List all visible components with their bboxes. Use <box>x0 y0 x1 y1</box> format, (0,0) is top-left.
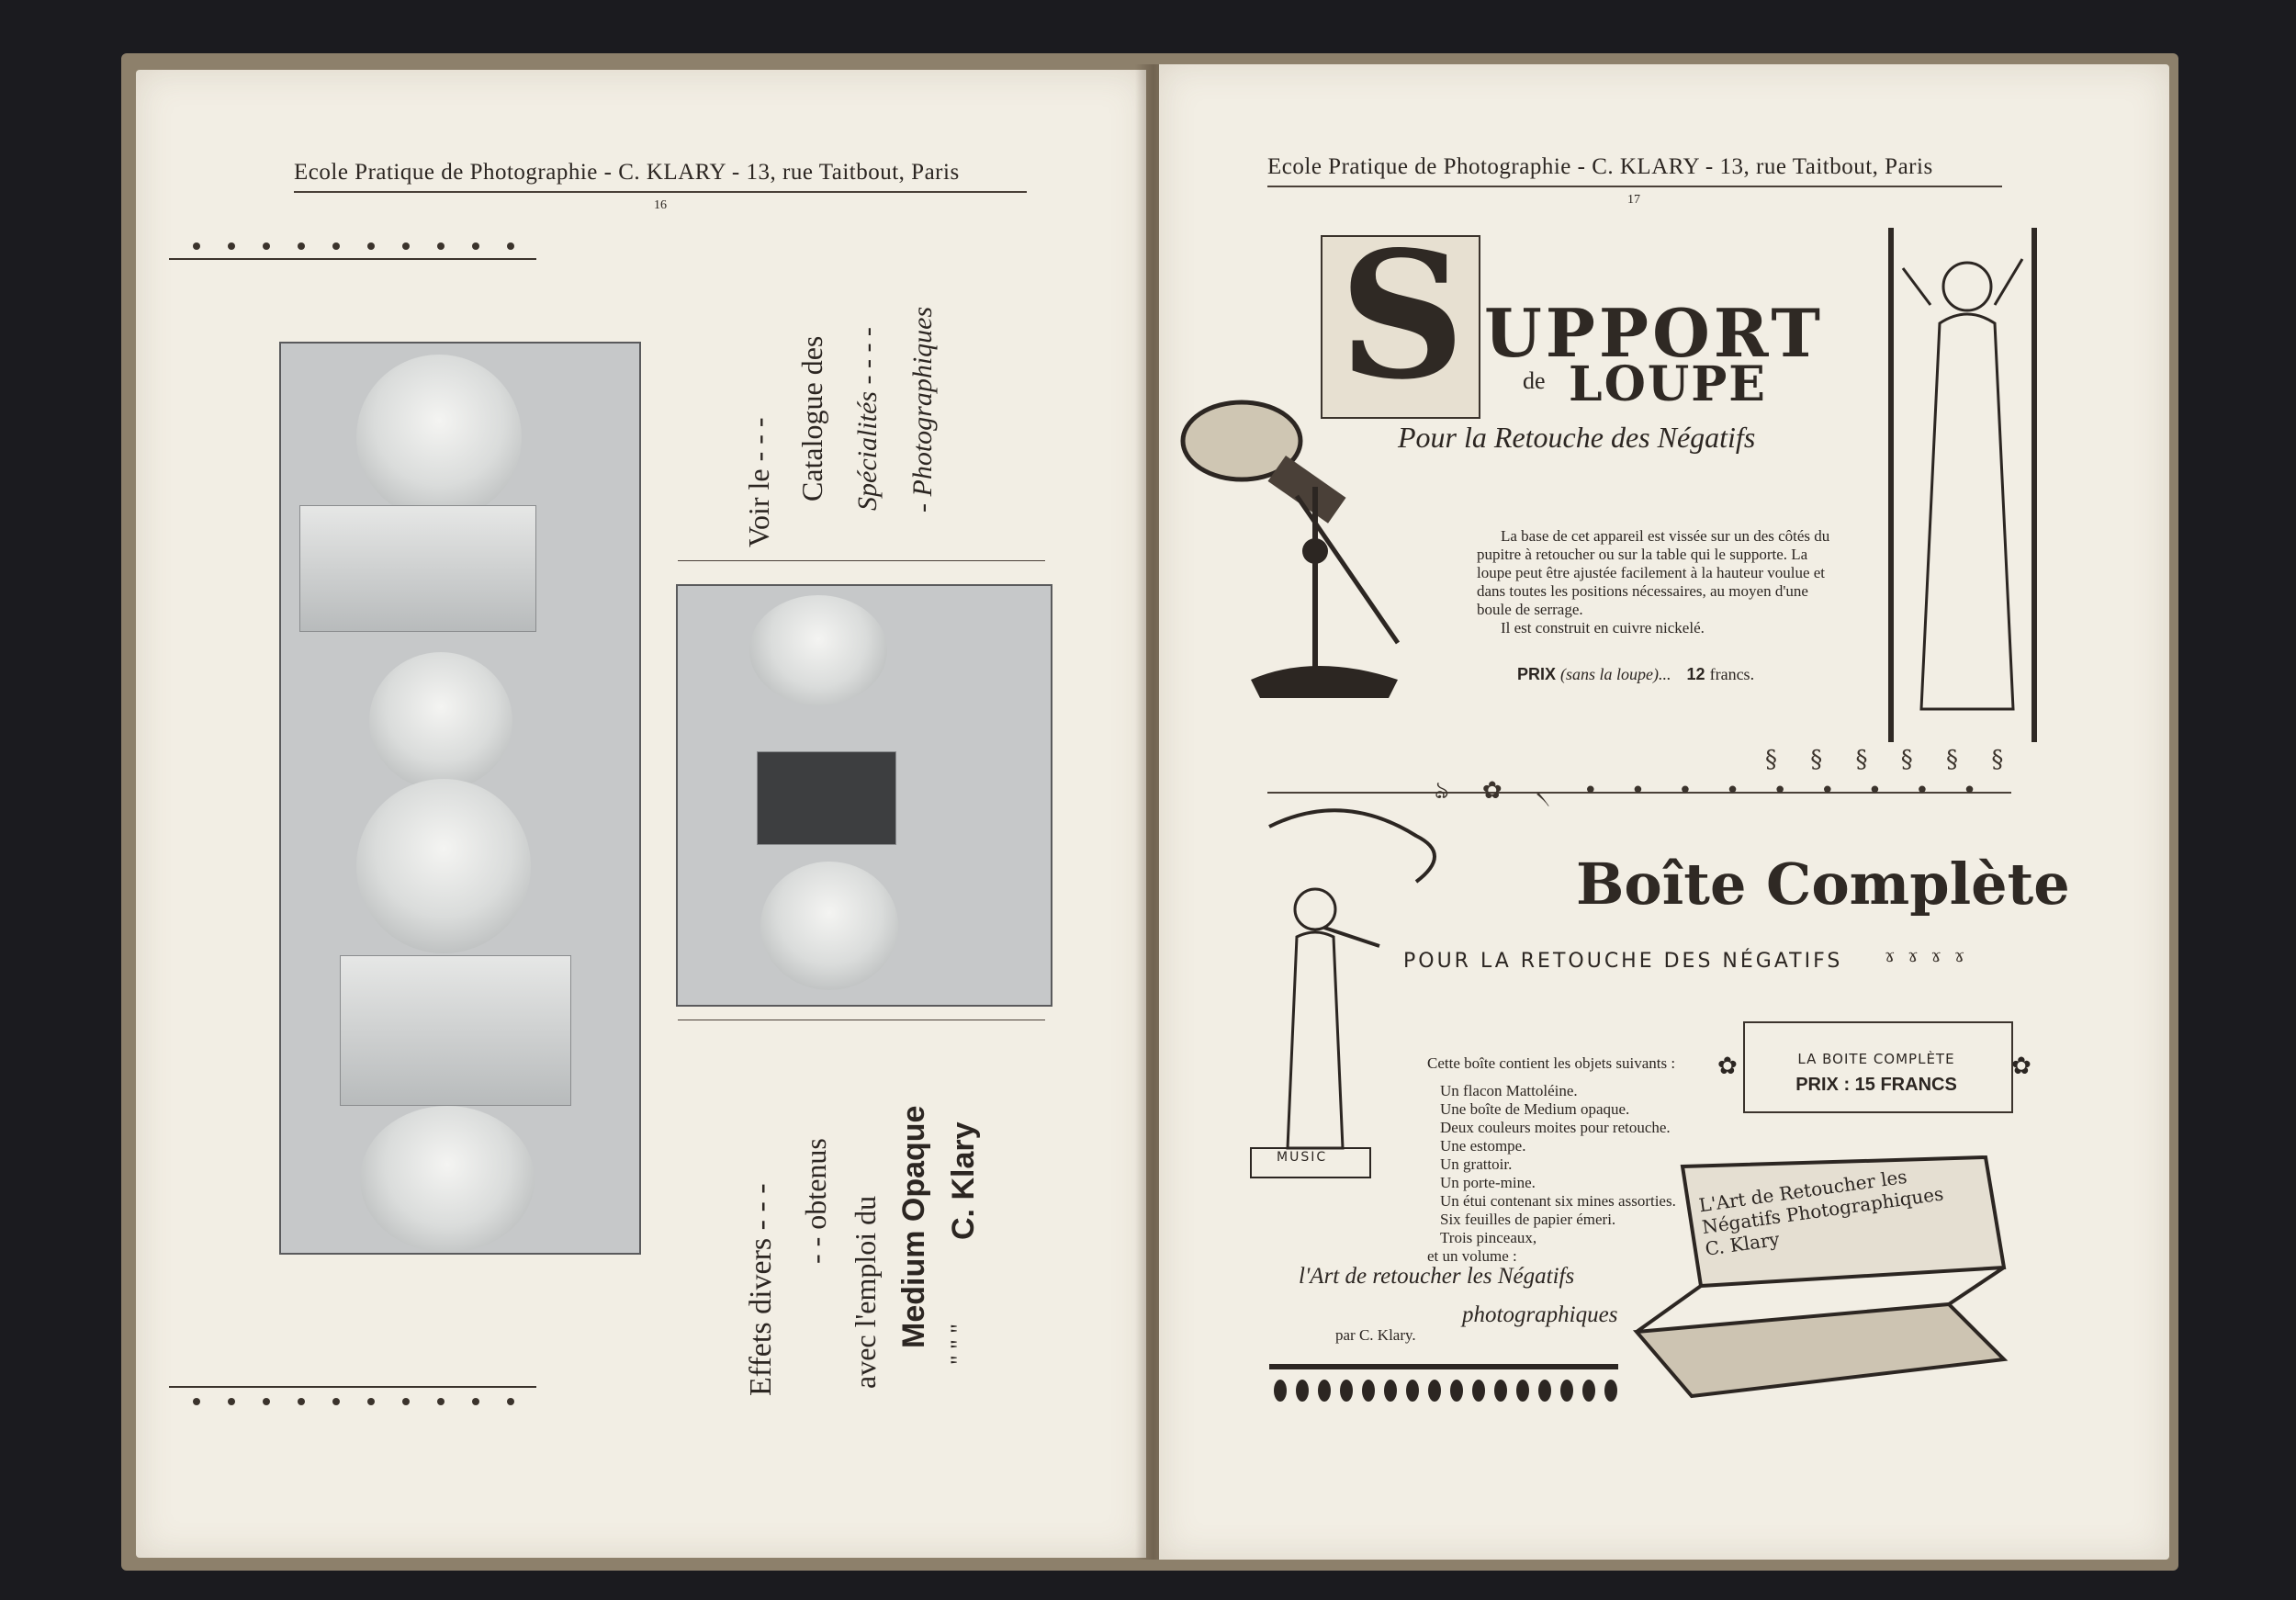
boite-title: Boîte Complète <box>1576 851 2070 918</box>
obtenus-line: - - obtenus <box>799 1138 832 1264</box>
page-number: 16 <box>654 198 667 212</box>
price-box <box>1743 1021 2013 1113</box>
list-item: Un étui contenant six mines assorties. <box>1440 1192 1676 1210</box>
bottom-fringe-ornament <box>1269 1363 1618 1405</box>
separator-dots-ornament: § § § § § § <box>1765 746 2017 773</box>
left-page-header: Ecole Pratique de Photographie - C. KLARY - 13, rue Taitbout, Paris <box>294 160 960 185</box>
right-page <box>1159 64 2169 1560</box>
photographiques-line: - Photographiques <box>907 306 938 513</box>
box-lid-text: L'Art de Retoucher les Négatifs Photographiques C. Klary <box>1697 1165 1945 1260</box>
flower-ornament-left: ✿ <box>1717 1053 1738 1080</box>
bottom-ornament <box>169 1378 536 1414</box>
flute-player-illustration <box>1232 799 1471 1203</box>
support-title: UPPORT <box>1484 294 1824 372</box>
photo-strip-six-portraits <box>279 342 641 1255</box>
voir-le-line: Voir le - - - <box>742 417 775 547</box>
catalogue-line: Catalogue des <box>795 335 828 501</box>
list-item: Deux couleurs moites pour retouche. <box>1440 1119 1671 1136</box>
book-author: par C. Klary. <box>1335 1326 1416 1344</box>
list-item: Un grattoir. <box>1440 1155 1513 1173</box>
avec-emploi-line: avec l'emploi du <box>849 1195 882 1389</box>
header-rule <box>1267 186 2002 187</box>
flower-ornament-right: ✿ <box>2011 1053 2032 1080</box>
boite-subtitle: POUR LA RETOUCHE DES NÉGATIFS <box>1403 950 1843 973</box>
list-item: Un flacon Mattoléine. <box>1440 1082 1578 1099</box>
support-de: de <box>1523 367 1546 394</box>
photo-three-child-views <box>676 584 1052 1007</box>
header-rule <box>294 191 1027 193</box>
top-ornament <box>169 235 536 272</box>
list-item: Un porte-mine. <box>1440 1174 1536 1191</box>
list-item: Une boîte de Medium opaque. <box>1440 1100 1630 1118</box>
list-item: Une estompe. <box>1440 1137 1526 1155</box>
book-title-line-1: l'Art de retoucher les Négatifs <box>1299 1264 1575 1289</box>
separator-flourish-ornament: ঌ ✿ ৲ • • • • • • • • • <box>1435 777 1990 805</box>
woman-illustration <box>1894 231 2077 746</box>
page-number: 17 <box>1627 193 1640 207</box>
list-item: Six feuilles de papier émeri. <box>1440 1211 1616 1228</box>
book-title-line-2: photographiques <box>1462 1302 1618 1327</box>
specialites-line: Spécialités - - - - <box>852 327 883 511</box>
support-price: PRIX (sans la loupe)... 12 francs. <box>1517 665 1755 683</box>
price-box-line-2: PRIX : 15 FRANCS <box>1795 1075 1957 1095</box>
music-label: MUSIC <box>1277 1150 1328 1165</box>
list-item: et un volume : <box>1427 1247 1517 1265</box>
support-tagline: Pour la Retouche des Négatifs <box>1398 421 1756 454</box>
support-loupe: LOUPE <box>1569 356 1767 412</box>
medium-opaque-line: Medium Opaque <box>896 1105 931 1348</box>
boite-intro: Cette boîte contient les objets suivants : <box>1427 1054 1676 1072</box>
right-page-header: Ecole Pratique de Photographie - C. KLARY - 13, rue Taitbout, Paris <box>1267 154 1933 179</box>
magnifier-stand-illustration <box>1177 377 1416 726</box>
support-description: La base de cet appareil est vissée sur un des côtés du pupitre à retoucher ou sur la table qui le supporte. La loupe peut être ajustée facilement à la hauteur voulue et dans toutes les positions nécessaires, au moyen d'une boule de serrage. Il est construit en cuivre nickelé. <box>1477 527 1830 637</box>
price-box-line-1: LA BOITE COMPLÈTE <box>1797 1051 1955 1067</box>
separator-rule <box>678 560 1045 561</box>
c-klary-line: C. Klary <box>946 1121 981 1240</box>
support-initial: S <box>1339 213 1466 418</box>
subtitle-ornament: ɤɤɤɤ <box>1885 944 1978 966</box>
list-item: Trois pinceaux, <box>1440 1229 1537 1246</box>
ditto-marks: " " " <box>946 1324 973 1365</box>
effets-divers-line: Effets divers - - - <box>744 1183 778 1396</box>
left-page <box>136 70 1146 1558</box>
